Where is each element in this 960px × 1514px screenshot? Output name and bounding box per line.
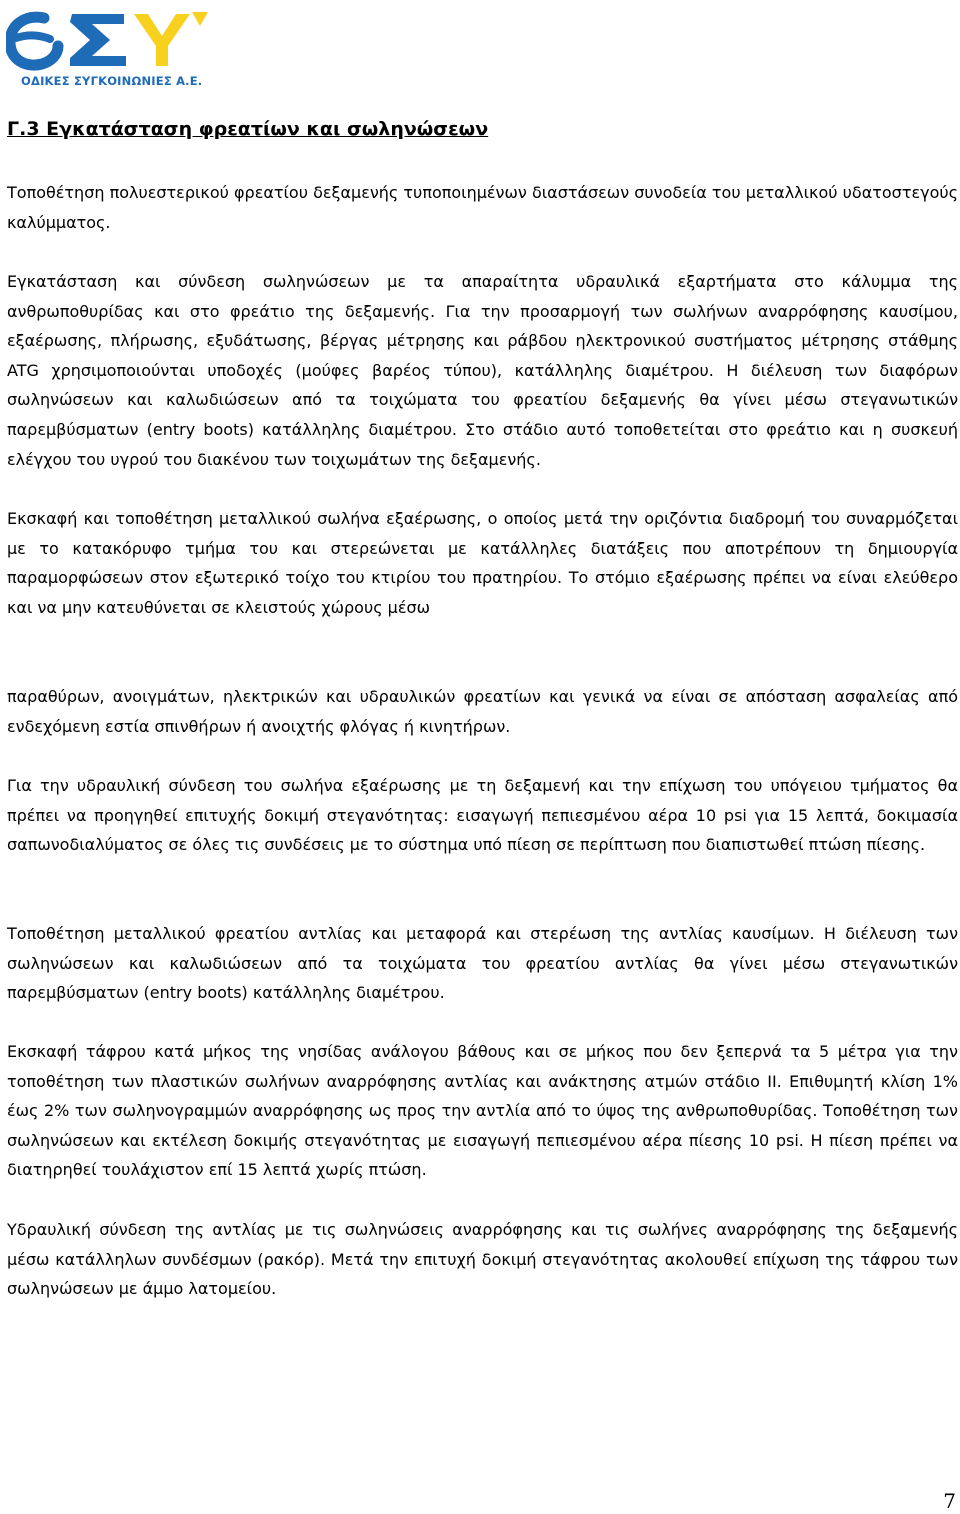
page-number: 7 xyxy=(943,1489,956,1513)
logo-caption: ΟΔΙΚΕΣ ΣΥΓΚΟΙΝΩΝΙΕΣ Α.Ε. xyxy=(21,74,203,88)
paragraph-5: Για την υδραυλική σύνδεση του σωλήνα εξαέρωσης με τη δεξαμενή και την επίχωση του υπόγειου τμήματος θα πρέπει να προηγηθεί επιτυχής δοκιμή στεγανότητας: εισαγωγή πεπιεσμένου αέρα 10 psi για 15 λεπτά, δοκιμασία σαπωνοδιαλύματος σε όλες τις συνδέσεις με το σύστημα υπό πίεση σε περίπτωση που διαπιστωθεί πτώση πίεσης. xyxy=(7,776,958,855)
paragraph-3: Εκσκαφή και τοποθέτηση μεταλλικού σωλήνα εξαέρωσης, ο οποίος μετά την οριζόντια διαδρομή του συναρμόζεται με το κατακόρυφο τμήμα του και στερεώνεται με κατάλληλες διατάξεις που αποτρέπουν τη δημιουργία παραμορφώσεων στον εξωτερικό τοίχο του κτιρίου του πρατηρίου. Το στόμιο εξαέρωσης πρέπει να είναι ελεύθερο και να μην κατευθύνεται σε κλειστούς χώρους μέσω xyxy=(7,509,958,617)
paragraph-8: Υδραυλική σύνδεση της αντλίας με τις σωληνώσεις αναρρόφησης και τις σωλήνες αναρρόφησης της δεξαμενής μέσω κατάλληλων συνδέσμων (ρακόρ). Μετά την επιτυχή δοκιμή στεγανότητας ακολουθεί επίχωση της τάφρου των σωληνώσεων με άμμο λατομείου. xyxy=(7,1220,958,1299)
logo-mark-icon xyxy=(6,4,211,76)
paragraph-7: Εκσκαφή τάφρου κατά μήκος της νησίδας ανάλογου βάθους και σε μήκος που δεν ξεπερνά τα 5 μέτρα για την τοποθέτηση των πλαστικών σωλήνων αναρρόφησης αντλίας και ανάκτησης ατμών στάδιο ΙΙ. Επιθυμητή κλίση 1% έως 2% των σωληνογραμμών αναρρόφησης ως προς την αντλία από το ύψος της ανθρωποθυρίδας. Τοποθέτηση των σωληνώσεων και εκτέλεση δοκιμής στεγανότητας με εισαγωγή πεπιεσμένου αέρα πίεσης 10 psi. Η πίεση πρέπει να διατηρηθεί τουλάχιστον επί 15 λεπτά χωρίς πτώση. xyxy=(7,1042,958,1180)
paragraph-2: Εγκατάσταση και σύνδεση σωληνώσεων με τα απαραίτητα υδραυλικά εξαρτήματα στο κάλυμμα της ανθρωποθυρίδας και στο φρεάτιο της δεξαμενής. Για την προσαρμογή των σωλήνων αναρρόφησης καυσίμου, εξαέρωσης, πλήρωσης, εξυδάτωσης, βέργας μέτρησης και ράβδου ηλεκτρονικού συστήματος μέτρησης στάθμης ATG χρησιμοποιούνται υποδοχές (μούφες βαρέος τύπου), κατάλληλης διαμέτρου. Η διέλευση των διαφόρων σωληνώσεων και καλωδιώσεων από τα τοιχώματα του φρεατίου δεξαμενής θα γίνει μέσω στεγανωτικών παρεμβύσματων (entry boots) κατάλληλης διαμέτρου. Στο στάδιο αυτό τοποθετείται στο φρεάτιο και η συσκευή ελέγχου του υγρού του διακένου των τοιχωμάτων της δεξαμενής. xyxy=(7,272,958,469)
paragraph-4: παραθύρων, ανοιγμάτων, ηλεκτρικών και υδραυλικών φρεατίων και γενικά να είναι σε απόσταση ασφαλείας από ενδεχόμενη εστία σπινθήρων ή ανοιχτής φλόγας ή κινητήρων. xyxy=(7,687,958,736)
section-title: Γ.3 Εγκατάσταση φρεατίων και σωληνώσεων xyxy=(7,118,489,140)
paragraph-1: Τοποθέτηση πολυεστερικού φρεατίου δεξαμενής τυποποιημένων διαστάσεων συνοδεία του μεταλλικού υδατοστεγούς καλύμματος. xyxy=(7,183,958,232)
paragraph-6: Τοποθέτηση μεταλλικού φρεατίου αντλίας και μεταφορά και στερέωση της αντλίας καυσίμων. Η διέλευση των σωληνώσεων και καλωδιώσεων από τα τοιχώματα του φρεατίου αντλίας θα γίνει μέσω στεγανωτικών παρεμβύσματων (entry boots) κατάλληλης διαμέτρου. xyxy=(7,924,958,1003)
